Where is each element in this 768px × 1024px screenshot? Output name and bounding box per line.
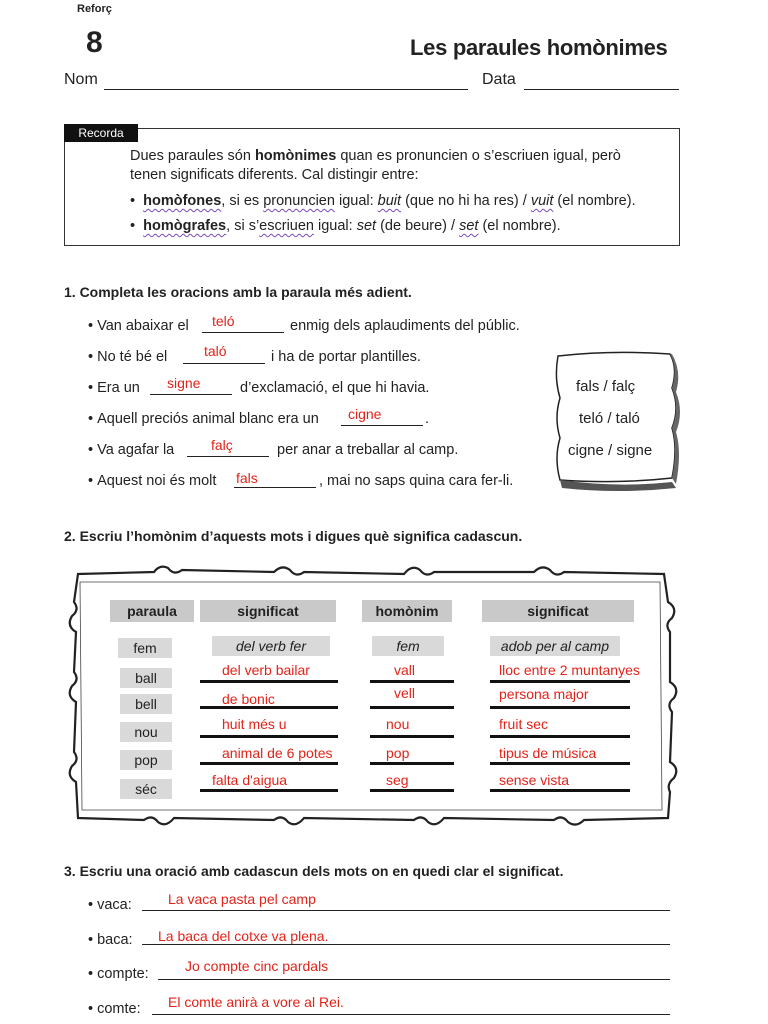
- name-label: Nom: [64, 71, 98, 88]
- ex2-row-1-homonym: fem: [372, 636, 444, 656]
- ex2-row-4-homonym-line[interactable]: [370, 735, 454, 738]
- ex2-header-significat: significat: [200, 600, 336, 622]
- page-title: Les paraules homònimes: [410, 35, 668, 60]
- ex2-row-4-word: nou: [120, 722, 172, 742]
- recorda-bullet-homografes: • homògrafes, si s’escriuen igual: set (de beure) / set (el nombre).: [130, 218, 561, 234]
- word-box-pair-1: fals / falç: [576, 378, 636, 395]
- ex2-row-5-homonym-line[interactable]: [370, 762, 454, 765]
- reforc-tag: Reforç: [77, 3, 112, 15]
- ex2-header-significat-2: significat: [482, 600, 634, 622]
- ex1-item-5-post: per anar a treballar al camp.: [277, 442, 459, 458]
- date-label: Data: [482, 71, 516, 88]
- ex2-row-4-meaning-line[interactable]: [200, 735, 338, 738]
- ex1-item-2-answer: taló: [204, 343, 227, 359]
- ex2-row-5-homonym: pop: [386, 745, 410, 761]
- ex2-row-6-homonym-line[interactable]: [370, 789, 454, 792]
- ex2-row-6-meaning2: sense vista: [499, 772, 570, 788]
- word-box-pair-3: cigne / signe: [568, 442, 653, 459]
- ex3-title: 3. Escriu una oració amb cadascun dels mots on en quedi clar el significat.: [64, 863, 564, 879]
- ex2-row-4-meaning2: fruit sec: [499, 716, 549, 732]
- ex1-item-3-answer: signe: [167, 375, 201, 391]
- ex2-row-5-meaning: animal de 6 potes: [222, 745, 333, 761]
- ex1-item-6-blank[interactable]: [234, 487, 316, 488]
- ex2-row-3-meaning: de bonic: [222, 691, 275, 707]
- ex3-item-3-line[interactable]: [158, 979, 670, 980]
- ex1-item-1-answer: teló: [212, 313, 235, 329]
- ex2-row-2-meaning: del verb bailar: [222, 662, 310, 678]
- ex2-row-3-word: bell: [120, 694, 172, 714]
- ex2-row-6-meaning: falta d'aigua: [212, 772, 288, 788]
- ex3-item-2-answer: La baca del cotxe va plena.: [158, 928, 329, 944]
- ex1-item-5-pre: • Va agafar la: [88, 442, 174, 458]
- ex1-item-6-answer: fals: [236, 470, 258, 486]
- ex2-row-4-meaning2-line[interactable]: [490, 735, 630, 738]
- ex1-item-5-answer: falç: [211, 437, 233, 453]
- ex2-title: 2. Escriu l’homònim d’aquests mots i digues què significa cadascun.: [64, 528, 523, 544]
- ex3-item-1-line[interactable]: [142, 910, 670, 911]
- ex3-item-4-word: • comte:: [88, 1001, 141, 1017]
- ex2-row-2-meaning2-line[interactable]: [490, 680, 630, 683]
- ex2-row-2-meaning-line[interactable]: [200, 680, 338, 683]
- ex2-row-1-word: fem: [118, 638, 172, 658]
- ex3-item-1-answer: La vaca pasta pel camp: [168, 891, 316, 907]
- ex1-item-4-answer: cigne: [348, 406, 382, 422]
- ex1-item-2-pre: • No té bé el: [88, 349, 167, 365]
- ex1-item-4-blank[interactable]: [341, 425, 423, 426]
- ex1-item-3-post: d’exclamació, el que hi havia.: [240, 380, 430, 396]
- ex1-item-2-post: i ha de portar plantilles.: [271, 349, 421, 365]
- ex2-row-2-homonym-line[interactable]: [370, 680, 454, 683]
- ex2-header-homonim: homònim: [362, 600, 452, 622]
- ex3-item-2-line[interactable]: [142, 944, 670, 945]
- ex3-item-4-answer: El comte anirà a vore al Rei.: [168, 994, 344, 1010]
- ex2-row-4-meaning: huit més u: [222, 716, 287, 732]
- ex1-item-3-blank[interactable]: [150, 394, 232, 395]
- ex2-row-6-word: séc: [120, 779, 172, 799]
- ex2-row-2-meaning2: lloc entre 2 muntanyes: [499, 662, 640, 678]
- date-line[interactable]: [524, 89, 679, 90]
- ex2-row-6-homonym: seg: [386, 772, 409, 788]
- ex1-item-3-pre: • Era un: [88, 380, 140, 396]
- ex3-item-4-line[interactable]: [152, 1014, 670, 1015]
- recorda-intro-line2: tenen significats diferents. Cal distingir entre:: [130, 167, 419, 183]
- ex2-row-3-meaning2: persona major: [499, 686, 589, 702]
- ex2-row-3-homonym: vell: [394, 685, 416, 701]
- recorda-bullet-homofones: • homòfones, si es pronuncien igual: buit (que no hi ha res) / vuit (el nombre).: [130, 193, 636, 209]
- unit-number: 8: [86, 26, 103, 59]
- ex1-item-1-blank[interactable]: [202, 332, 284, 333]
- ex2-row-4-homonym: nou: [386, 716, 410, 732]
- ex2-row-5-word: pop: [120, 750, 172, 770]
- ex1-item-4-post: .: [425, 411, 430, 427]
- name-line[interactable]: [104, 89, 468, 90]
- recorda-label: Recorda: [64, 124, 138, 142]
- ex1-item-2-blank[interactable]: [183, 363, 265, 364]
- ex2-row-1-meaning: del verb fer: [212, 636, 330, 656]
- ex2-row-5-meaning2-line[interactable]: [490, 762, 630, 765]
- ex2-row-2-homonym: vall: [394, 662, 416, 678]
- ex2-header-paraula: paraula: [110, 600, 194, 622]
- ex2-row-3-meaning2-line[interactable]: [490, 706, 630, 709]
- ex1-item-6-post: , mai no saps quina cara fer-li.: [319, 473, 514, 489]
- word-box-pair-2: teló / taló: [579, 410, 640, 427]
- ex3-item-1-word: • vaca:: [88, 897, 132, 913]
- ex2-row-6-meaning-line[interactable]: [200, 789, 338, 792]
- ex2-row-1-meaning2: adob per al camp: [490, 636, 620, 656]
- ex3-item-2-word: • baca:: [88, 932, 133, 948]
- recorda-intro: Dues paraules són homònimes quan es pronuncien o s’escriuen igual, però: [130, 148, 621, 164]
- ex2-row-5-meaning2: tipus de música: [499, 745, 597, 761]
- ex2-row-2-word: ball: [120, 668, 172, 688]
- ex2-row-3-homonym-line[interactable]: [370, 706, 454, 709]
- ex1-item-6-pre: • Aquest noi és molt: [88, 473, 216, 489]
- ex1-item-1-post: enmig dels aplaudiments del públic.: [290, 318, 520, 334]
- ex3-item-3-word: • compte:: [88, 966, 149, 982]
- ex1-item-1-pre: • Van abaixar el: [88, 318, 189, 334]
- ex1-item-5-blank[interactable]: [187, 456, 269, 457]
- ex2-row-5-meaning-line[interactable]: [200, 762, 338, 765]
- ex3-item-3-answer: Jo compte cinc pardals: [185, 958, 329, 974]
- ex1-title: 1. Completa les oracions amb la paraula més adient.: [64, 284, 412, 300]
- ex2-row-6-meaning2-line[interactable]: [490, 789, 630, 792]
- ex1-item-4-pre: • Aquell preciós animal blanc era un: [88, 411, 319, 427]
